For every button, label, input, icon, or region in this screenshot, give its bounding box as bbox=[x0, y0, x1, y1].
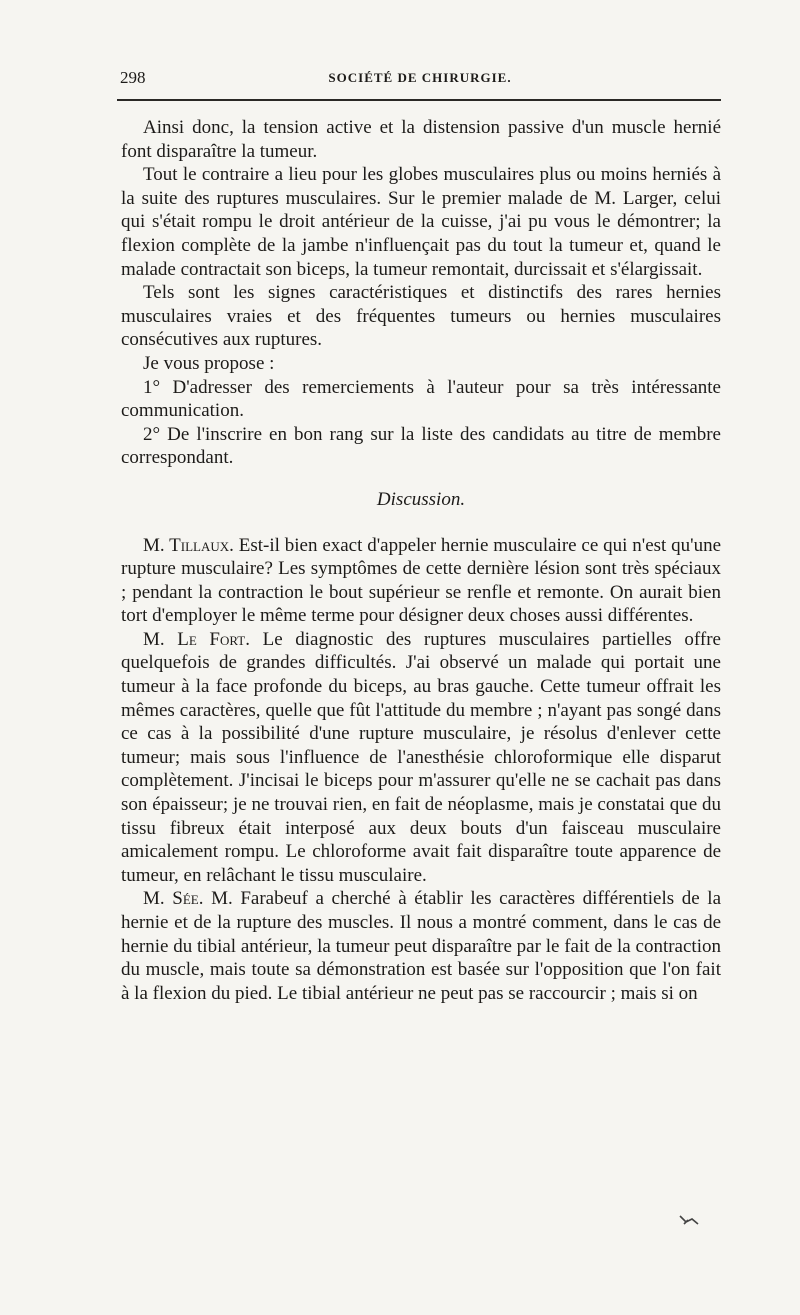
list-item: 2° De l'inscrire en bon rang sur la liste des candidats au titre de membre correspondant. bbox=[121, 423, 721, 469]
speech-text: Le diagnostic des ruptures musculaires partielles offre quelquefois de grandes difficultés. J'ai observé un malade qui portait une tumeur à la face profonde du biceps, au bras gauche. Cette tumeur offrait les mêmes caractères, quelle que fût l'attitude du membre ; n'ayant pas songé dans ce cas à la possibilité d'une rupture musculaire, je résolus d'enlever cette tumeur; mais sous l'influence de l'anesthésie chloroformique elle disparut complètement. J'incisai le biceps pour m'assurer qu'elle ne se cachait pas dans son épaisseur; je ne trouvai rien, en fait de néoplasme, mais je constatai que du tissu fibreux était interposé aux deux bouts d'un faisceau musculaire amicalement rompu. Le chloroforme avait fait disparaître toute apparence de tumeur, en relâchant le tissu musculaire. bbox=[121, 628, 721, 886]
speech-text: Est-il bien exact d'appeler hernie musculaire ce qui n'est qu'une rupture musculaire? Les symptômes de cette dernière lésion sont très spéciaux ; pendant la contraction le bout supérieur se renfle et remonte. On aurait bien tort d'employer le même terme pour désigner deux choses aussi différentes. bbox=[121, 534, 721, 627]
list-item: 1° D'adresser des remerciements à l'auteur pour sa très intéressante communication. bbox=[121, 376, 721, 422]
paragraph: Tels sont les signes caractéristiques et distinctifs des rares hernies musculaires vraies et des fréquentes tumeurs ou hernies musculaires consécutives aux ruptures. bbox=[121, 282, 721, 351]
speech-text: M. Farabeuf a cherché à établir les caractères différentiels de la hernie et de la rupture des muscles. Il nous a montré comment, dans le cas de hernie du tibial antérieur, la tumeur peut disparaître par le fait de la contraction du muscle, mais toute sa démonstration est basée sur l'opposition que l'on fait à la flexion du pied. Le tibial antérieur ne peut pas se raccourcir ; mais si on bbox=[121, 888, 722, 1004]
running-head: SOCIÉTÉ DE CHIRURGIE. bbox=[328, 70, 512, 85]
page-number: 298 bbox=[120, 68, 146, 87]
header-rule bbox=[117, 99, 721, 101]
speaker-name: M. Sée. bbox=[143, 888, 204, 910]
paragraph: Ainsi donc, la tension active et la distension passive d'un muscle hernié font disparaître la tumeur. bbox=[121, 117, 721, 162]
speaker-name: M. Tillaux. bbox=[143, 534, 234, 556]
discussion-paragraph bbox=[121, 628, 721, 888]
page-header bbox=[120, 68, 720, 92]
discussion-paragraph bbox=[121, 534, 721, 628]
speaker-name: M. Le Fort. bbox=[143, 628, 250, 650]
text-column bbox=[121, 116, 721, 1005]
ink-mark-icon bbox=[676, 1210, 724, 1230]
paragraph: Tout le contraire a lieu pour les globes musculaires plus ou moins herniés à la suite des ruptures musculaires. Sur le premier malade de M. Larger, celui qui s'était rompu le droit antérieur de la cuisse, j'ai pu vous le démontrer; la flexion complète de la jambe n'influençait pas du tout la tumeur et, quand le malade contractait son biceps, la tumeur remontait, durcissait et s'élargissait. bbox=[121, 164, 721, 280]
discussion-paragraph bbox=[121, 887, 721, 1005]
section-title: Discussion. bbox=[376, 488, 466, 510]
paragraph: Je vous propose : bbox=[143, 352, 275, 374]
